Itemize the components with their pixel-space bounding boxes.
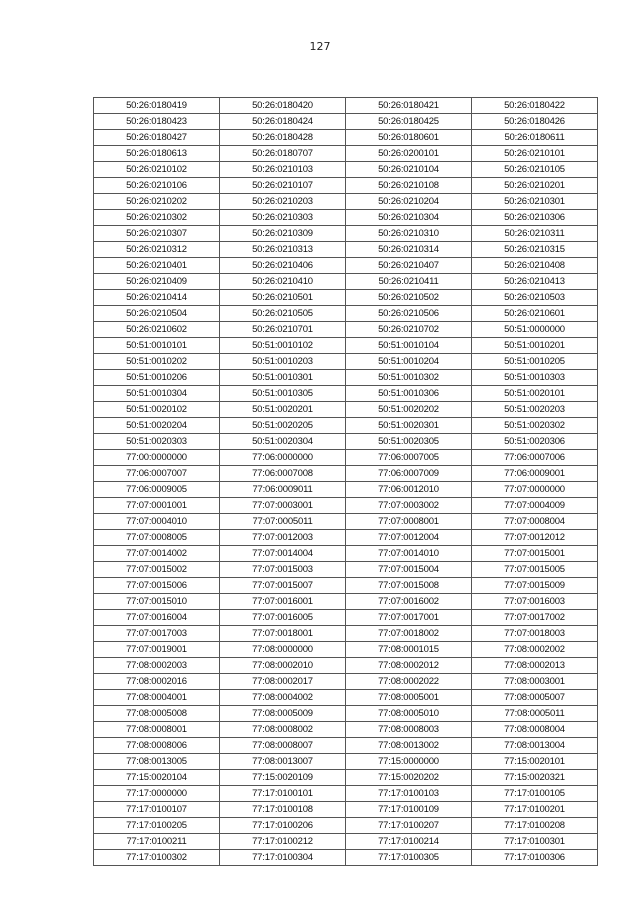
table-cell: 77:08:0005011 — [472, 706, 598, 722]
table-cell: 50:51:0010202 — [94, 354, 220, 370]
table-cell: 77:07:0012012 — [472, 530, 598, 546]
table-cell: 50:51:0010303 — [472, 370, 598, 386]
table-cell: 77:00:0000000 — [94, 450, 220, 466]
table-cell: 50:51:0020203 — [472, 402, 598, 418]
table-cell: 50:51:0010301 — [220, 370, 346, 386]
table-cell: 77:06:0007007 — [94, 466, 220, 482]
table-cell: 50:26:0180611 — [472, 130, 598, 146]
table-cell: 77:08:0003001 — [472, 674, 598, 690]
table-cell: 50:26:0210315 — [472, 242, 598, 258]
table-cell: 50:26:0210103 — [220, 162, 346, 178]
table-cell: 77:08:0008004 — [472, 722, 598, 738]
table-cell: 50:51:0000000 — [472, 322, 598, 338]
table-cell: 50:51:0010101 — [94, 338, 220, 354]
table-cell: 77:08:0008002 — [220, 722, 346, 738]
table-cell: 50:26:0210311 — [472, 226, 598, 242]
table-cell: 50:26:0180426 — [472, 114, 598, 130]
table-cell: 50:51:0020202 — [346, 402, 472, 418]
table-row — [94, 514, 598, 530]
table-row — [94, 802, 598, 818]
table-cell: 50:26:0180707 — [220, 146, 346, 162]
table-cell: 77:07:0008001 — [346, 514, 472, 530]
table-row — [94, 258, 598, 274]
table-cell: 50:26:0210301 — [472, 194, 598, 210]
cadastral-codes-table — [93, 97, 598, 866]
table-cell: 77:07:0016004 — [94, 610, 220, 626]
table-cell: 50:51:0010203 — [220, 354, 346, 370]
table-cell: 50:26:0210504 — [94, 306, 220, 322]
table-cell: 50:26:0180425 — [346, 114, 472, 130]
table-cell: 50:26:0210313 — [220, 242, 346, 258]
table-cell: 50:26:0210310 — [346, 226, 472, 242]
table-cell: 77:17:0100109 — [346, 802, 472, 818]
table-row — [94, 402, 598, 418]
table-row — [94, 498, 598, 514]
table-cell: 50:26:0180428 — [220, 130, 346, 146]
table-cell: 77:17:0100207 — [346, 818, 472, 834]
table-cell: 77:08:0002010 — [220, 658, 346, 674]
table-row — [94, 242, 598, 258]
table-cell: 77:07:0016002 — [346, 594, 472, 610]
table-cell: 50:51:0010304 — [94, 386, 220, 402]
table-cell: 77:07:0012003 — [220, 530, 346, 546]
table-cell: 77:07:0004010 — [94, 514, 220, 530]
table-cell: 77:15:0020101 — [472, 754, 598, 770]
table-cell: 77:07:0008005 — [94, 530, 220, 546]
table-cell: 50:51:0010305 — [220, 386, 346, 402]
table-row — [94, 594, 598, 610]
table-cell: 77:07:0019001 — [94, 642, 220, 658]
table-row — [94, 194, 598, 210]
table-cell: 77:06:0000000 — [220, 450, 346, 466]
table-cell: 77:07:0016005 — [220, 610, 346, 626]
table-cell: 77:08:0002022 — [346, 674, 472, 690]
table-cell: 77:07:0015010 — [94, 594, 220, 610]
table-cell: 77:17:0100305 — [346, 850, 472, 866]
table-cell: 77:17:0100201 — [472, 802, 598, 818]
table-cell: 50:51:0020204 — [94, 418, 220, 434]
table-row — [94, 706, 598, 722]
table-cell: 50:26:0210505 — [220, 306, 346, 322]
table-row — [94, 482, 598, 498]
table-cell: 77:06:0009011 — [220, 482, 346, 498]
table-cell: 77:07:0015003 — [220, 562, 346, 578]
table-cell: 50:26:0180427 — [94, 130, 220, 146]
table-cell: 77:08:0005010 — [346, 706, 472, 722]
table-cell: 50:26:0180423 — [94, 114, 220, 130]
table-cell: 77:07:0008004 — [472, 514, 598, 530]
table-cell: 50:26:0180422 — [472, 98, 598, 114]
table-cell: 50:26:0210204 — [346, 194, 472, 210]
page-number: 127 — [309, 40, 331, 53]
table-cell: 77:08:0002017 — [220, 674, 346, 690]
table-row — [94, 834, 598, 850]
table-cell: 77:15:0020321 — [472, 770, 598, 786]
table-cell: 50:26:0210409 — [94, 274, 220, 290]
table-cell: 77:06:0009001 — [472, 466, 598, 482]
table-cell: 77:07:0015004 — [346, 562, 472, 578]
table-cell: 77:07:0014010 — [346, 546, 472, 562]
table-cell: 77:08:0002016 — [94, 674, 220, 690]
table-cell: 77:07:0017002 — [472, 610, 598, 626]
table-row — [94, 274, 598, 290]
table-cell: 77:08:0004002 — [220, 690, 346, 706]
table-cell: 77:07:0015006 — [94, 578, 220, 594]
table-cell: 77:07:0018001 — [220, 626, 346, 642]
table-cell: 77:08:0002013 — [472, 658, 598, 674]
table-row — [94, 130, 598, 146]
table-cell: 77:06:0009005 — [94, 482, 220, 498]
table-cell: 50:26:0210413 — [472, 274, 598, 290]
table-cell: 77:07:0018003 — [472, 626, 598, 642]
table-cell: 50:26:0210203 — [220, 194, 346, 210]
table-row — [94, 98, 598, 114]
table-cell: 77:08:0005001 — [346, 690, 472, 706]
table-cell: 50:26:0210411 — [346, 274, 472, 290]
table-cell: 50:51:0010102 — [220, 338, 346, 354]
table-row — [94, 770, 598, 786]
table-row — [94, 562, 598, 578]
table-cell: 77:17:0100205 — [94, 818, 220, 834]
table-cell: 50:51:0010104 — [346, 338, 472, 354]
table-row — [94, 450, 598, 466]
table-cell: 77:15:0000000 — [346, 754, 472, 770]
table-cell: 77:07:0015005 — [472, 562, 598, 578]
table-cell: 50:26:0210602 — [94, 322, 220, 338]
table-cell: 50:26:0210106 — [94, 178, 220, 194]
table-cell: 50:26:0210105 — [472, 162, 598, 178]
table-cell: 77:08:0008007 — [220, 738, 346, 754]
table-cell: 77:07:0000000 — [472, 482, 598, 498]
table-row — [94, 418, 598, 434]
table-row — [94, 658, 598, 674]
table-cell: 77:08:0002012 — [346, 658, 472, 674]
table-cell: 77:17:0100208 — [472, 818, 598, 834]
table-cell: 77:08:0013004 — [472, 738, 598, 754]
table-cell: 77:07:0016001 — [220, 594, 346, 610]
table-cell: 50:26:0180420 — [220, 98, 346, 114]
table-cell: 77:17:0100302 — [94, 850, 220, 866]
table-cell: 77:08:0000000 — [220, 642, 346, 658]
table-cell: 77:15:0020202 — [346, 770, 472, 786]
table-cell: 50:26:0210502 — [346, 290, 472, 306]
table-cell: 50:26:0210304 — [346, 210, 472, 226]
table-cell: 77:08:0002003 — [94, 658, 220, 674]
table-cell: 50:26:0210406 — [220, 258, 346, 274]
table-cell: 50:26:0210407 — [346, 258, 472, 274]
table-cell: 77:08:0002002 — [472, 642, 598, 658]
table-cell: 77:06:0007008 — [220, 466, 346, 482]
table-cell: 50:26:0180601 — [346, 130, 472, 146]
table-row — [94, 690, 598, 706]
table-cell: 77:08:0008001 — [94, 722, 220, 738]
table-body — [94, 98, 598, 866]
table-cell: 50:26:0210414 — [94, 290, 220, 306]
table-cell: 50:26:0180419 — [94, 98, 220, 114]
table-cell: 77:07:0015002 — [94, 562, 220, 578]
table-cell: 77:07:0018002 — [346, 626, 472, 642]
table-row — [94, 370, 598, 386]
table-cell: 50:51:0010306 — [346, 386, 472, 402]
table-cell: 50:26:0210506 — [346, 306, 472, 322]
table-cell: 50:26:0180421 — [346, 98, 472, 114]
table-cell: 50:26:0210306 — [472, 210, 598, 226]
table-row — [94, 754, 598, 770]
table-cell: 50:51:0010206 — [94, 370, 220, 386]
table-cell: 50:51:0010302 — [346, 370, 472, 386]
table-cell: 77:07:0015009 — [472, 578, 598, 594]
table-cell: 77:17:0100105 — [472, 786, 598, 802]
table-cell: 77:17:0100107 — [94, 802, 220, 818]
table-cell: 77:07:0003002 — [346, 498, 472, 514]
table-row — [94, 386, 598, 402]
table-cell: 77:17:0100103 — [346, 786, 472, 802]
table-cell: 50:26:0210312 — [94, 242, 220, 258]
table-cell: 50:26:0210108 — [346, 178, 472, 194]
table-cell: 77:17:0100108 — [220, 802, 346, 818]
table-cell: 77:15:0020104 — [94, 770, 220, 786]
table-cell: 50:26:0200101 — [346, 146, 472, 162]
table-cell: 77:17:0100304 — [220, 850, 346, 866]
table-cell: 50:51:0020306 — [472, 434, 598, 450]
table-cell: 50:26:0210101 — [472, 146, 598, 162]
table-cell: 50:26:0210309 — [220, 226, 346, 242]
table-row — [94, 722, 598, 738]
table-cell: 77:07:0017003 — [94, 626, 220, 642]
table-cell: 50:51:0010205 — [472, 354, 598, 370]
table-row — [94, 674, 598, 690]
table-cell: 50:51:0020304 — [220, 434, 346, 450]
table-row — [94, 226, 598, 242]
table-cell: 50:51:0020302 — [472, 418, 598, 434]
table-cell: 77:08:0013005 — [94, 754, 220, 770]
table-cell: 50:26:0210601 — [472, 306, 598, 322]
table-cell: 50:26:0210501 — [220, 290, 346, 306]
table-row — [94, 530, 598, 546]
table-cell: 77:07:0001001 — [94, 498, 220, 514]
table-cell: 77:17:0100306 — [472, 850, 598, 866]
table-cell: 77:08:0008003 — [346, 722, 472, 738]
table-cell: 50:26:0180613 — [94, 146, 220, 162]
table-cell: 77:17:0100212 — [220, 834, 346, 850]
table-cell: 50:51:0020303 — [94, 434, 220, 450]
table-cell: 77:07:0003001 — [220, 498, 346, 514]
table-row — [94, 434, 598, 450]
table-cell: 77:08:0005007 — [472, 690, 598, 706]
table-cell: 50:51:0010204 — [346, 354, 472, 370]
table-cell: 77:08:0005008 — [94, 706, 220, 722]
table-cell: 50:51:0020102 — [94, 402, 220, 418]
table-cell: 77:07:0014004 — [220, 546, 346, 562]
table-row — [94, 610, 598, 626]
table-cell: 50:26:0180424 — [220, 114, 346, 130]
table-cell: 50:26:0210202 — [94, 194, 220, 210]
table-cell: 77:07:0015007 — [220, 578, 346, 594]
table-cell: 50:26:0210107 — [220, 178, 346, 194]
table-cell: 50:26:0210302 — [94, 210, 220, 226]
table-cell: 77:08:0013002 — [346, 738, 472, 754]
table-row — [94, 786, 598, 802]
table-cell: 77:07:0017001 — [346, 610, 472, 626]
table-row — [94, 322, 598, 338]
table-cell: 77:17:0100101 — [220, 786, 346, 802]
table-cell: 50:26:0210410 — [220, 274, 346, 290]
table-cell: 50:51:0020201 — [220, 402, 346, 418]
table-row — [94, 850, 598, 866]
table-cell: 77:17:0100214 — [346, 834, 472, 850]
table-cell: 50:26:0210401 — [94, 258, 220, 274]
table-row — [94, 306, 598, 322]
table-cell: 50:26:0210702 — [346, 322, 472, 338]
table-cell: 50:26:0210201 — [472, 178, 598, 194]
table-row — [94, 642, 598, 658]
table-cell: 77:06:0007009 — [346, 466, 472, 482]
table-cell: 77:07:0014002 — [94, 546, 220, 562]
table-cell: 77:06:0012010 — [346, 482, 472, 498]
table-cell: 50:26:0210303 — [220, 210, 346, 226]
table-cell: 50:26:0210503 — [472, 290, 598, 306]
table-cell: 77:07:0004009 — [472, 498, 598, 514]
table-cell: 50:26:0210701 — [220, 322, 346, 338]
table-cell: 50:26:0210102 — [94, 162, 220, 178]
table-cell: 77:07:0016003 — [472, 594, 598, 610]
table-cell: 77:17:0000000 — [94, 786, 220, 802]
table-row — [94, 818, 598, 834]
table-row — [94, 338, 598, 354]
table-cell: 77:08:0004001 — [94, 690, 220, 706]
table-cell: 50:51:0020301 — [346, 418, 472, 434]
table-cell: 77:15:0020109 — [220, 770, 346, 786]
table-cell: 77:06:0007005 — [346, 450, 472, 466]
table-cell: 77:08:0005009 — [220, 706, 346, 722]
table-cell: 77:06:0007006 — [472, 450, 598, 466]
table-cell: 50:26:0210307 — [94, 226, 220, 242]
table-row — [94, 146, 598, 162]
table-row — [94, 738, 598, 754]
table-row — [94, 290, 598, 306]
table-cell: 77:17:0100301 — [472, 834, 598, 850]
table-cell: 50:26:0210104 — [346, 162, 472, 178]
table-cell: 50:51:0020305 — [346, 434, 472, 450]
table-cell: 77:08:0008006 — [94, 738, 220, 754]
table-row — [94, 162, 598, 178]
table-row — [94, 210, 598, 226]
table-cell: 77:17:0100211 — [94, 834, 220, 850]
table-row — [94, 626, 598, 642]
table-row — [94, 178, 598, 194]
table-cell: 50:26:0210408 — [472, 258, 598, 274]
table-cell: 77:07:0015008 — [346, 578, 472, 594]
table-cell: 50:26:0210314 — [346, 242, 472, 258]
table-cell: 77:08:0013007 — [220, 754, 346, 770]
table-row — [94, 578, 598, 594]
table-cell: 50:51:0010201 — [472, 338, 598, 354]
table-cell: 77:07:0005011 — [220, 514, 346, 530]
table-cell: 77:17:0100206 — [220, 818, 346, 834]
table-cell: 77:08:0001015 — [346, 642, 472, 658]
table-row — [94, 546, 598, 562]
table-row — [94, 354, 598, 370]
table-cell: 77:07:0012004 — [346, 530, 472, 546]
table-cell: 50:51:0020205 — [220, 418, 346, 434]
table-cell: 77:07:0015001 — [472, 546, 598, 562]
table-row — [94, 466, 598, 482]
table-cell: 50:51:0020101 — [472, 386, 598, 402]
table-row — [94, 114, 598, 130]
